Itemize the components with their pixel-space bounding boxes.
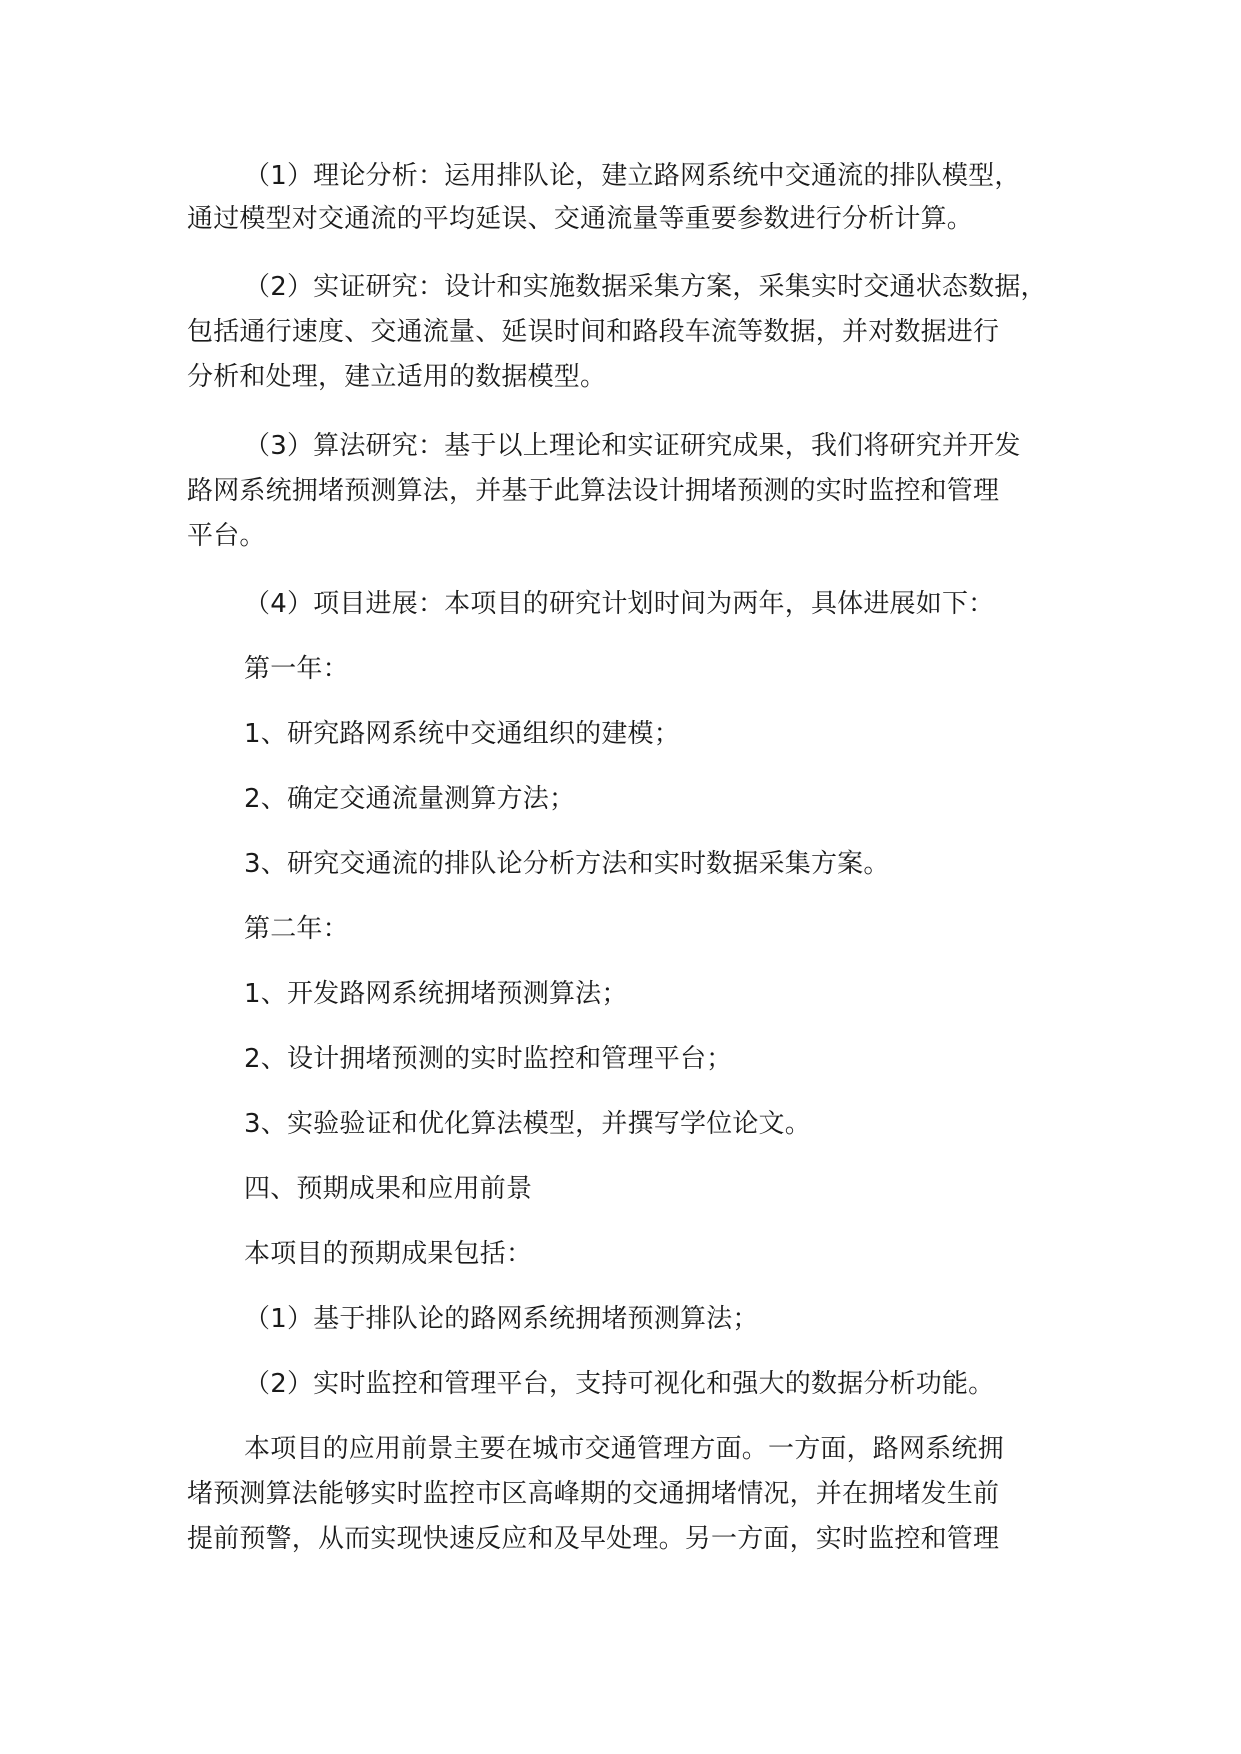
text-line: 1、开发路网系统拥堵预测算法； <box>244 979 628 1009</box>
text-line: 路网系统拥堵预测算法，并基于此算法设计拥堵预测的实时监控和管理 <box>187 476 1000 506</box>
text-line: （2）实证研究：设计和实施数据采集方案，采集实时交通状态数据， <box>244 272 1047 302</box>
text-line: 1、研究路网系统中交通组织的建模； <box>244 719 680 749</box>
text-line: 分析和处理，建立适用的数据模型。 <box>187 362 607 392</box>
text-line: （1）基于排队论的路网系统拥堵预测算法； <box>244 1304 759 1334</box>
text-line: 包括通行速度、交通流量、延误时间和路段车流等数据，并对数据进行 <box>187 317 1000 347</box>
text-line: 2、设计拥堵预测的实时监控和管理平台； <box>244 1044 733 1074</box>
text-line: 提前预警，从而实现快速反应和及早处理。另一方面，实时监控和管理 <box>187 1524 1000 1554</box>
text-line: （1）理论分析：运用排队论，建立路网系统中交通流的排队模型， <box>244 161 1021 191</box>
text-line: （4）项目进展：本项目的研究计划时间为两年，具体进展如下： <box>244 589 995 619</box>
text-line: 3、研究交通流的排队论分析方法和实时数据采集方案。 <box>244 849 890 879</box>
text-line: 2、确定交通流量测算方法； <box>244 784 576 814</box>
text-line: 通过模型对交通流的平均延误、交通流量等重要参数进行分析计算。 <box>187 204 974 234</box>
text-line: 本项目的应用前景主要在城市交通管理方面。一方面，路网系统拥 <box>244 1434 1004 1464</box>
text-line: （2）实时监控和管理平台，支持可视化和强大的数据分析功能。 <box>244 1369 995 1399</box>
text-line: 本项目的预期成果包括： <box>244 1239 533 1269</box>
text-line: 3、实验验证和优化算法模型，并撰写学位论文。 <box>244 1109 811 1139</box>
text-line: 平台。 <box>187 521 266 551</box>
text-line: （3）算法研究：基于以上理论和实证研究成果，我们将研究并开发 <box>244 431 1021 461</box>
text-line: 第二年： <box>244 914 349 944</box>
text-line: 第一年： <box>244 654 349 684</box>
text-line: 堵预测算法能够实时监控市区高峰期的交通拥堵情况，并在拥堵发生前 <box>187 1479 1000 1509</box>
section-heading: 四、预期成果和应用前景 <box>244 1174 533 1204</box>
